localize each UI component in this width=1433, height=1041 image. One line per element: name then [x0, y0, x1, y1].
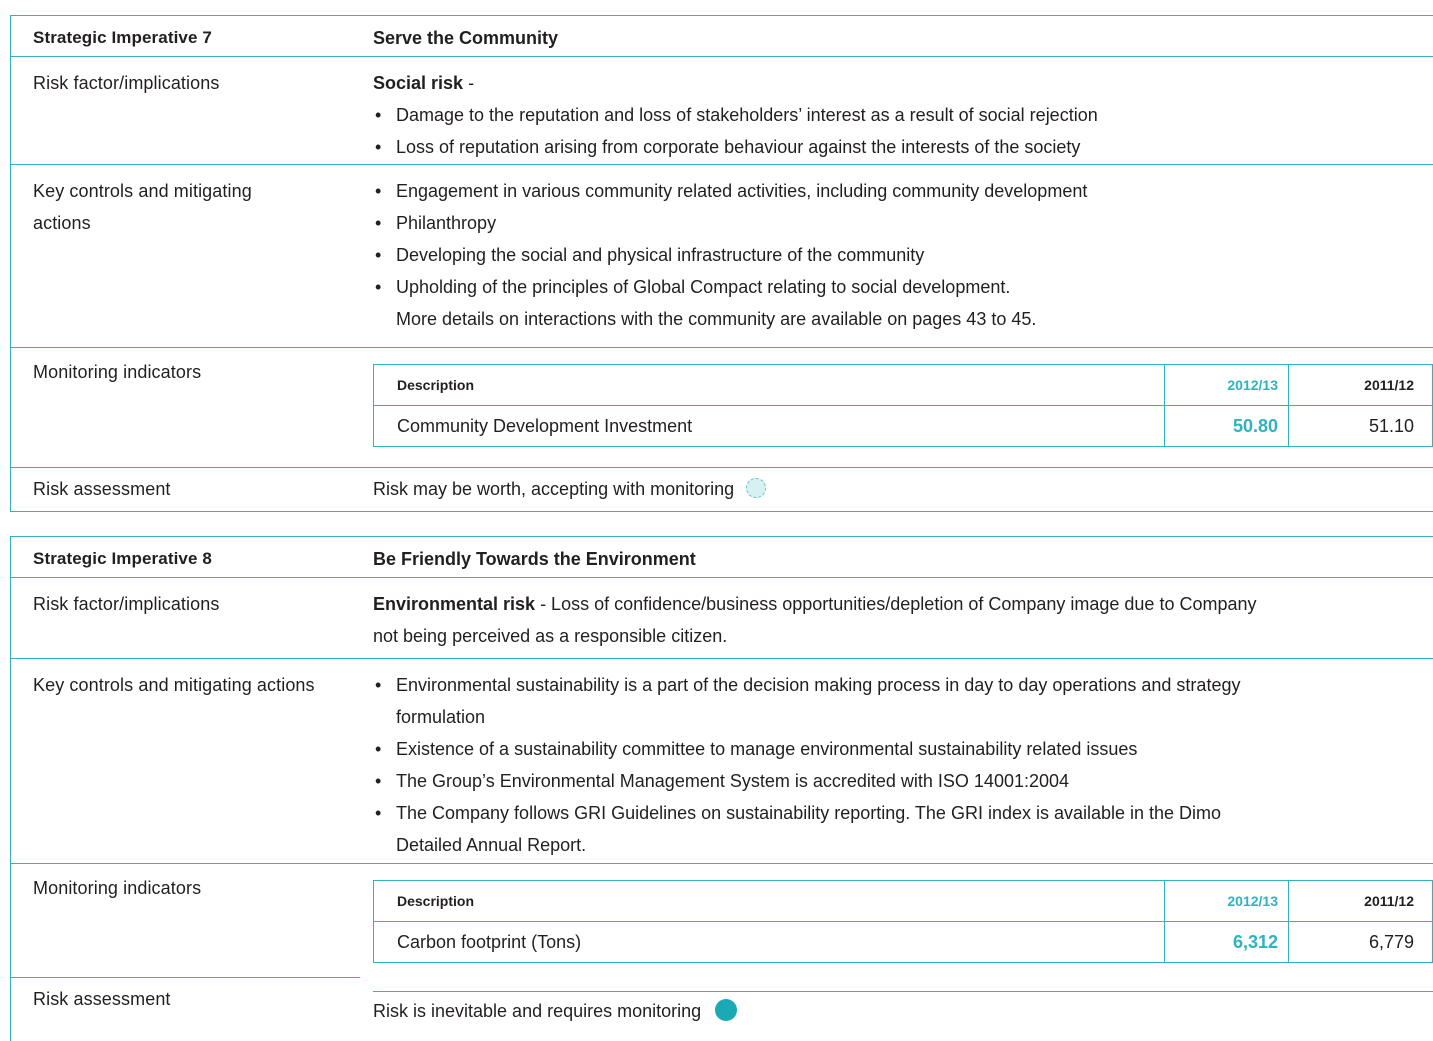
si7-assessment-text: Risk may be worth, accepting with monitoring: [373, 479, 735, 499]
si8-controls-label: Key controls and mitigating actions: [33, 675, 315, 695]
strategic-imperative-7-section: [10, 15, 1433, 512]
si8-controls-row: [10, 659, 1433, 864]
si8-monitoring-row: [10, 864, 1433, 981]
table-row: [374, 922, 1433, 963]
table-header-2012-13: 2012/13: [1165, 365, 1289, 406]
table-cell-description: Carbon footprint (Tons): [374, 922, 1165, 963]
dashed-circle-icon: [746, 478, 766, 498]
si8-risk-factor-row: Risk factor/implications Environmental risk - Loss of confidence/business opportunities/depletion of Company image due to Company not being perceived as a responsible citizen.: [10, 578, 1433, 659]
si8-control-bullet: • Existence of a sustainability committee to manage environmental sustainability related issues: [373, 733, 1423, 765]
si8-risk-factor-label: Risk factor/implications: [33, 594, 220, 614]
si8-control-bullet: • The Group’s Environmental Management System is accredited with ISO 14001:2004: [373, 765, 1423, 797]
si7-header-row: [10, 15, 1433, 57]
table-cell-2012-13: 50.80: [1165, 406, 1289, 447]
table-header-2011-12: 2011/12: [1289, 881, 1433, 922]
si7-monitoring-table: [373, 364, 1433, 447]
si8-risk-factor-title: Environmental risk: [373, 594, 536, 614]
table-row: [374, 406, 1433, 447]
si7-assessment-row: [10, 467, 1433, 512]
table-cell-2011-12: 6,779: [1289, 922, 1433, 963]
si8-control-bullet: • The Company follows GRI Guidelines on sustainability reporting. The GRI index is available in the Dimo Detailed Annual Report.: [373, 797, 1423, 861]
si8-monitoring-label: Monitoring indicators: [33, 878, 202, 898]
table-header-2011-12: 2011/12: [1289, 365, 1433, 406]
si7-title: Serve the Community: [373, 28, 559, 48]
table-cell-2011-12: 51.10: [1289, 406, 1433, 447]
si8-assessment-label: Risk assessment: [33, 989, 171, 1009]
si7-monitoring-label: Monitoring indicators: [33, 362, 202, 382]
si8-control-bullet: • Environmental sustainability is a part of the decision making process in day to day operations and strategy formulation: [373, 669, 1423, 733]
si7-control-bullet: • Developing the social and physical infrastructure of the community: [373, 239, 1423, 271]
table-cell-2012-13: 6,312: [1165, 922, 1289, 963]
si8-header-row: [10, 536, 1433, 578]
table-cell-description: Community Development Investment: [374, 406, 1165, 447]
si8-title: Be Friendly Towards the Environment: [373, 549, 696, 569]
si7-risk-bullet: • Loss of reputation arising from corporate behaviour against the interests of the society: [373, 131, 1423, 163]
solid-circle-icon: [715, 999, 737, 1021]
table-header-2012-13: 2012/13: [1165, 881, 1289, 922]
si8-assessment-text: Risk is inevitable and requires monitoring: [373, 1001, 702, 1021]
si8-monitoring-table: [373, 880, 1433, 963]
si7-controls-label: Key controls and mitigating actions: [33, 181, 252, 233]
si7-risk-factor-title: Social risk: [373, 73, 464, 93]
si7-risk-factor-label: Risk factor/implications: [33, 73, 220, 93]
si7-controls-note: More details on interactions with the community are available on pages 43 to 45.: [396, 309, 1037, 329]
si7-assessment-label: Risk assessment: [33, 479, 171, 499]
table-header-description: Description: [374, 365, 1165, 406]
si7-risk-bullet: • Damage to the reputation and loss of stakeholders’ interest as a result of social rejection: [373, 99, 1423, 131]
si8-assessment-row: [10, 981, 1433, 1041]
strategic-imperative-8-section: [10, 536, 1433, 1041]
si7-control-bullet: • Philanthropy: [373, 207, 1423, 239]
si7-label: Strategic Imperative 7: [33, 28, 212, 47]
si7-risk-factor-row: Risk factor/implications Social risk - • Damage to the reputation and loss of stakeholders’ interest as a result of social rejection • Loss of reputation arising from corporate behaviour against the interests of the society: [10, 57, 1433, 165]
si7-control-bullet: • Engagement in various community related activities, including community development: [373, 175, 1423, 207]
si7-control-bullet: • Upholding of the principles of Global Compact relating to social development.: [373, 271, 1423, 303]
si7-controls-row: [10, 165, 1433, 348]
divider: [10, 977, 360, 978]
si7-monitoring-row: [10, 348, 1433, 467]
si8-label: Strategic Imperative 8: [33, 549, 212, 568]
divider: [373, 991, 1433, 992]
table-header-description: Description: [374, 881, 1165, 922]
